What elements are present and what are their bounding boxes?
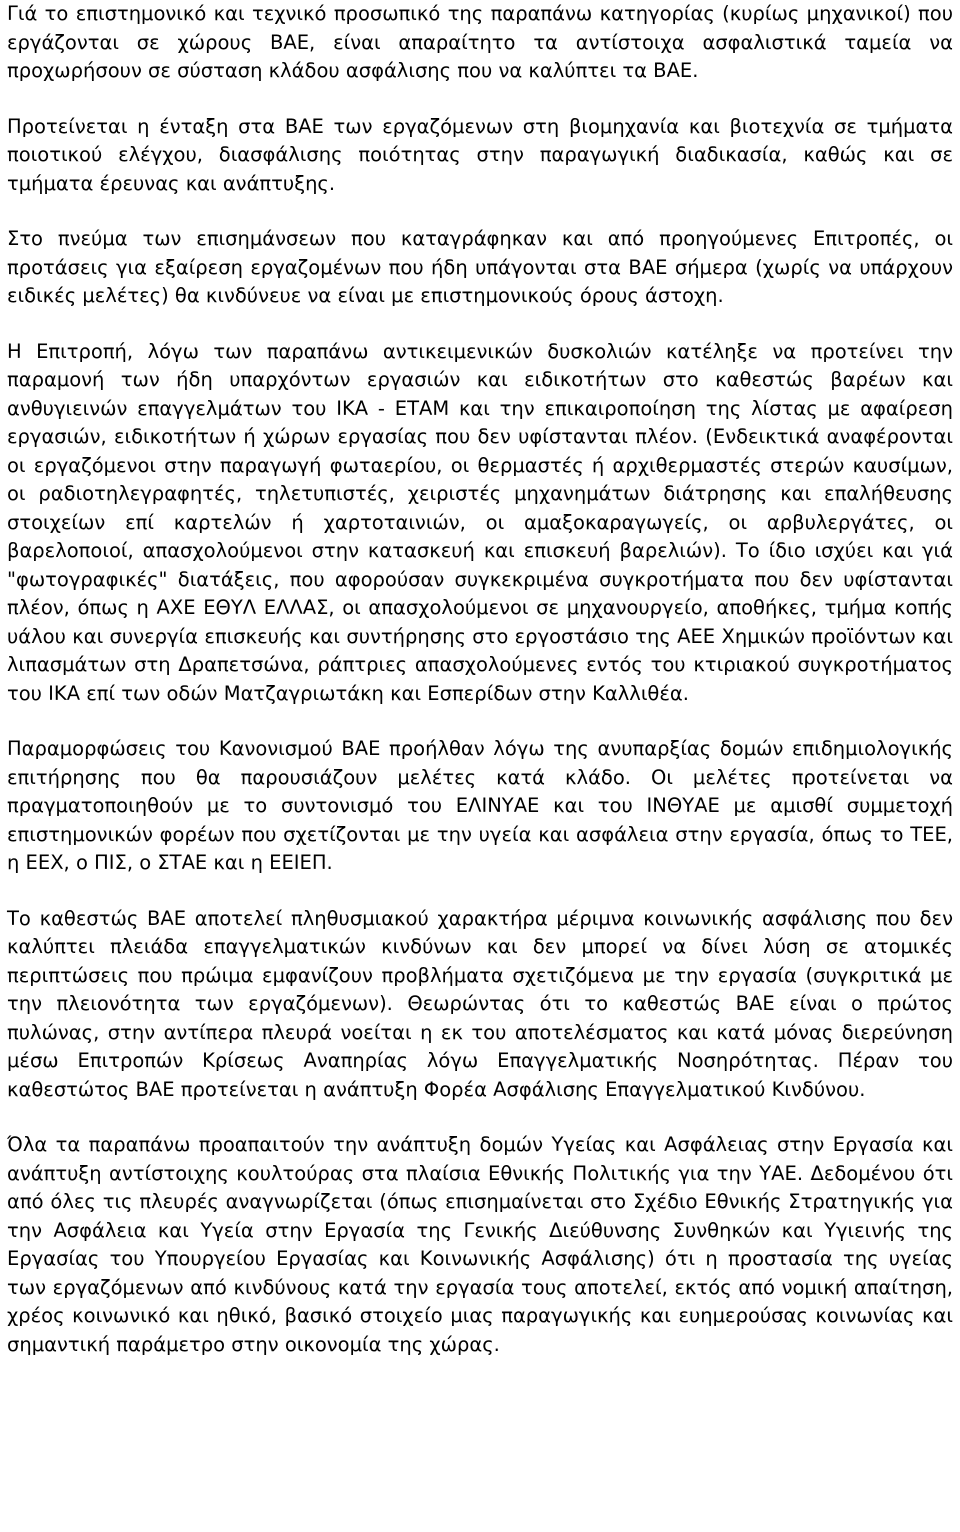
- document-page: [7, 0, 953, 1359]
- paragraph-technical-staff-insurance: Γιά το επιστημονικό και τεχνικό προσωπικό της παραπάνω κατηγορίας (κυρίως μηχανικοί) που εργάζονται σε χώρους ΒΑΕ, είναι απαραίτητο τα αντίστοιχα ασφαλιστικά ταμεία να προχωρήσουν σε σύσταση κλάδου ασφάλισης που να καλύπτει τα ΒΑΕ.: [7, 2, 953, 82]
- paragraph-regulation-distortions: Παραμορφώσεις του Κανονισμού ΒΑΕ προήλθαν λόγω της ανυπαρξίας δομών επιδημιολογικής επιτήρησης που θα παρουσιάζουν μελέτες κατά κλάδο. Οι μελέτες προτείνεται να πραγματοποιηθούν με το συντονισμό του ΕΛΙΝΥΑΕ και του ΙΝΘΥΑΕ με αμισθί συμμετοχή επιστημονικών φορέων που σχετίζονται με την υγεία και ασφάλεια στην εργασία, όπως το ΤΕΕ, η ΕΕΧ, ο ΠΙΣ, ο ΣΤΑΕ και η ΕΕΙΕΠ.: [7, 737, 953, 874]
- paragraph-health-safety-structures: Όλα τα παραπάνω προαπαιτούν την ανάπτυξη δομών Υγείας και Ασφάλειας στην Εργασία και ανάπτυξη αντίστοιχης κουλτούρας στα πλαίσια Εθνικής Πολιτικής για την ΥΑΕ. Δεδομένου ότι από όλες τις πλευρές αναγνωρίζεται (όπως επισημαίνεται στο Σχέδιο Εθνικής Στρατηγικής για την Ασφάλεια και Υγεία στην Εργασία της Γενικής Διεύθυνσης Συνθηκών και Υγιεινής της Εργασίας του Υπουργείου Εργασίας και Κοινωνικής Ασφάλισης) ότι η προστασία της υγείας των εργαζόμενων από κινδύνους κατά την εργασία τους αποτελεί, εκτός από νομική απαίτηση, χρέος κοινωνικό και ηθικό, βασικό στοιχείο μιας παραγωγικής και ευημερούσας κοινωνίας και σημαντική παράμετρο στην οικονομία της χώρας.: [7, 1133, 953, 1356]
- paragraph-previous-committees: Στο πνεύμα των επισημάνσεων που καταγράφηκαν και από προηγούμενες Επιτροπές, οι προτάσεις για εξαίρεση εργαζομένων που ήδη υπάγονται στα ΒΑΕ σήμερα (χωρίς να υπάρχουν ειδικές μελέτες) θα κινδύνευε να είναι με επιστημονικούς όρους άστοχη.: [7, 227, 953, 307]
- paragraph-committee-proposal: Η Επιτροπή, λόγω των παραπάνω αντικειμενικών δυσκολιών κατέληξε να προτείνει την παραμονή των ήδη υπαρχόντων εργασιών και ειδικοτήτων στο καθεστώς βαρέων και ανθυγιεινών επαγγελμάτων του ΙΚΑ - ΕΤΑΜ και την επικαιροποίηση της λίστας με αφαίρεση εργασιών, ειδικοτήτων ή χώρων εργασίας που δεν υφίστανται πλέον. (Ενδεικτικά αναφέρονται οι εργαζόμενοι στην παραγωγή φωταερίου, οι θερμαστές ή αρχιθερμαστές στερών καυσίμων, οι ραδιοτηλεγραφητές, τηλετυπιστές, χειριστές μηχανημάτων διάτρησης και επαλήθευσης στοιχείων επί καρτελών ή χαρτοταινιών, οι αμαξοκαραγωγείς, οι αρβυλεργάτες, οι βαρελοποιοί, απασχολούμενοι στην κατασκευή και επισκευή βαρελιών). Το ίδιο ισχύει και γιά "φωτογραφικές" διατάξεις, που αφορούσαν συγκεκριμένα συγκροτήματα που δεν υφίστανται πλέον, όπως η ΑΧΕ ΕΘΥΛ ΕΛΛΑΣ, οι απασχολούμενοι σε μηχανουργείο, αποθήκες, τμήμα κοπής υάλου και συνεργία επισκευής και συντήρησης στο εργοστάσιο της ΑΕΕ Χημικών προϊόντων και λιπασμάτων στη Δραπετσώνα, ράπτριες απασχολούμενες εντός του κτιριακού συγκροτήματος του ΙΚΑ επί των οδών Ματζαγριωτάκη και Εσπερίδων στην Καλλιθέα.: [7, 339, 953, 705]
- paragraph-quality-control-inclusion: Προτείνεται η ένταξη στα ΒΑΕ των εργαζόμενων στη βιομηχανία και βιοτεχνία σε τμήματα ποιοτικού ελέγχου, διασφάλισης ποιότητας στην παραγωγική διαδικασία, καθώς και σε τμήματα έρευνας και ανάπτυξης.: [7, 114, 953, 195]
- paragraph-social-insurance-status: Το καθεστώς ΒΑΕ αποτελεί πληθυσμιακού χαρακτήρα μέριμνα κοινωνικής ασφάλισης που δεν καλύπτει πλειάδα επαγγελματικών κινδύνων και δεν μπορεί να δίνει λύση σε ατομικές περιπτώσεις που πρώιμα εμφανίζουν προβλήματα σχετιζόμενα με την εργασία (συγκριτικά με την πλειονότητα των εργαζόμενων). Θεωρώντας ότι το καθεστώς ΒΑΕ είναι ο πρώτος πυλώνας, στην αντίπερα πλευρά νοείται η εκ του αποτελέσματος και κατά μόνας διερεύνηση μέσω Επιτροπών Κρίσεως Αναπηρίας λόγω Επαγγελματικής Νοσηρότητας. Πέραν του καθεστώτος ΒΑΕ προτείνεται η ανάπτυξη Φορέα Ασφάλισης Επαγγελματικού Κινδύνου.: [7, 906, 953, 1101]
